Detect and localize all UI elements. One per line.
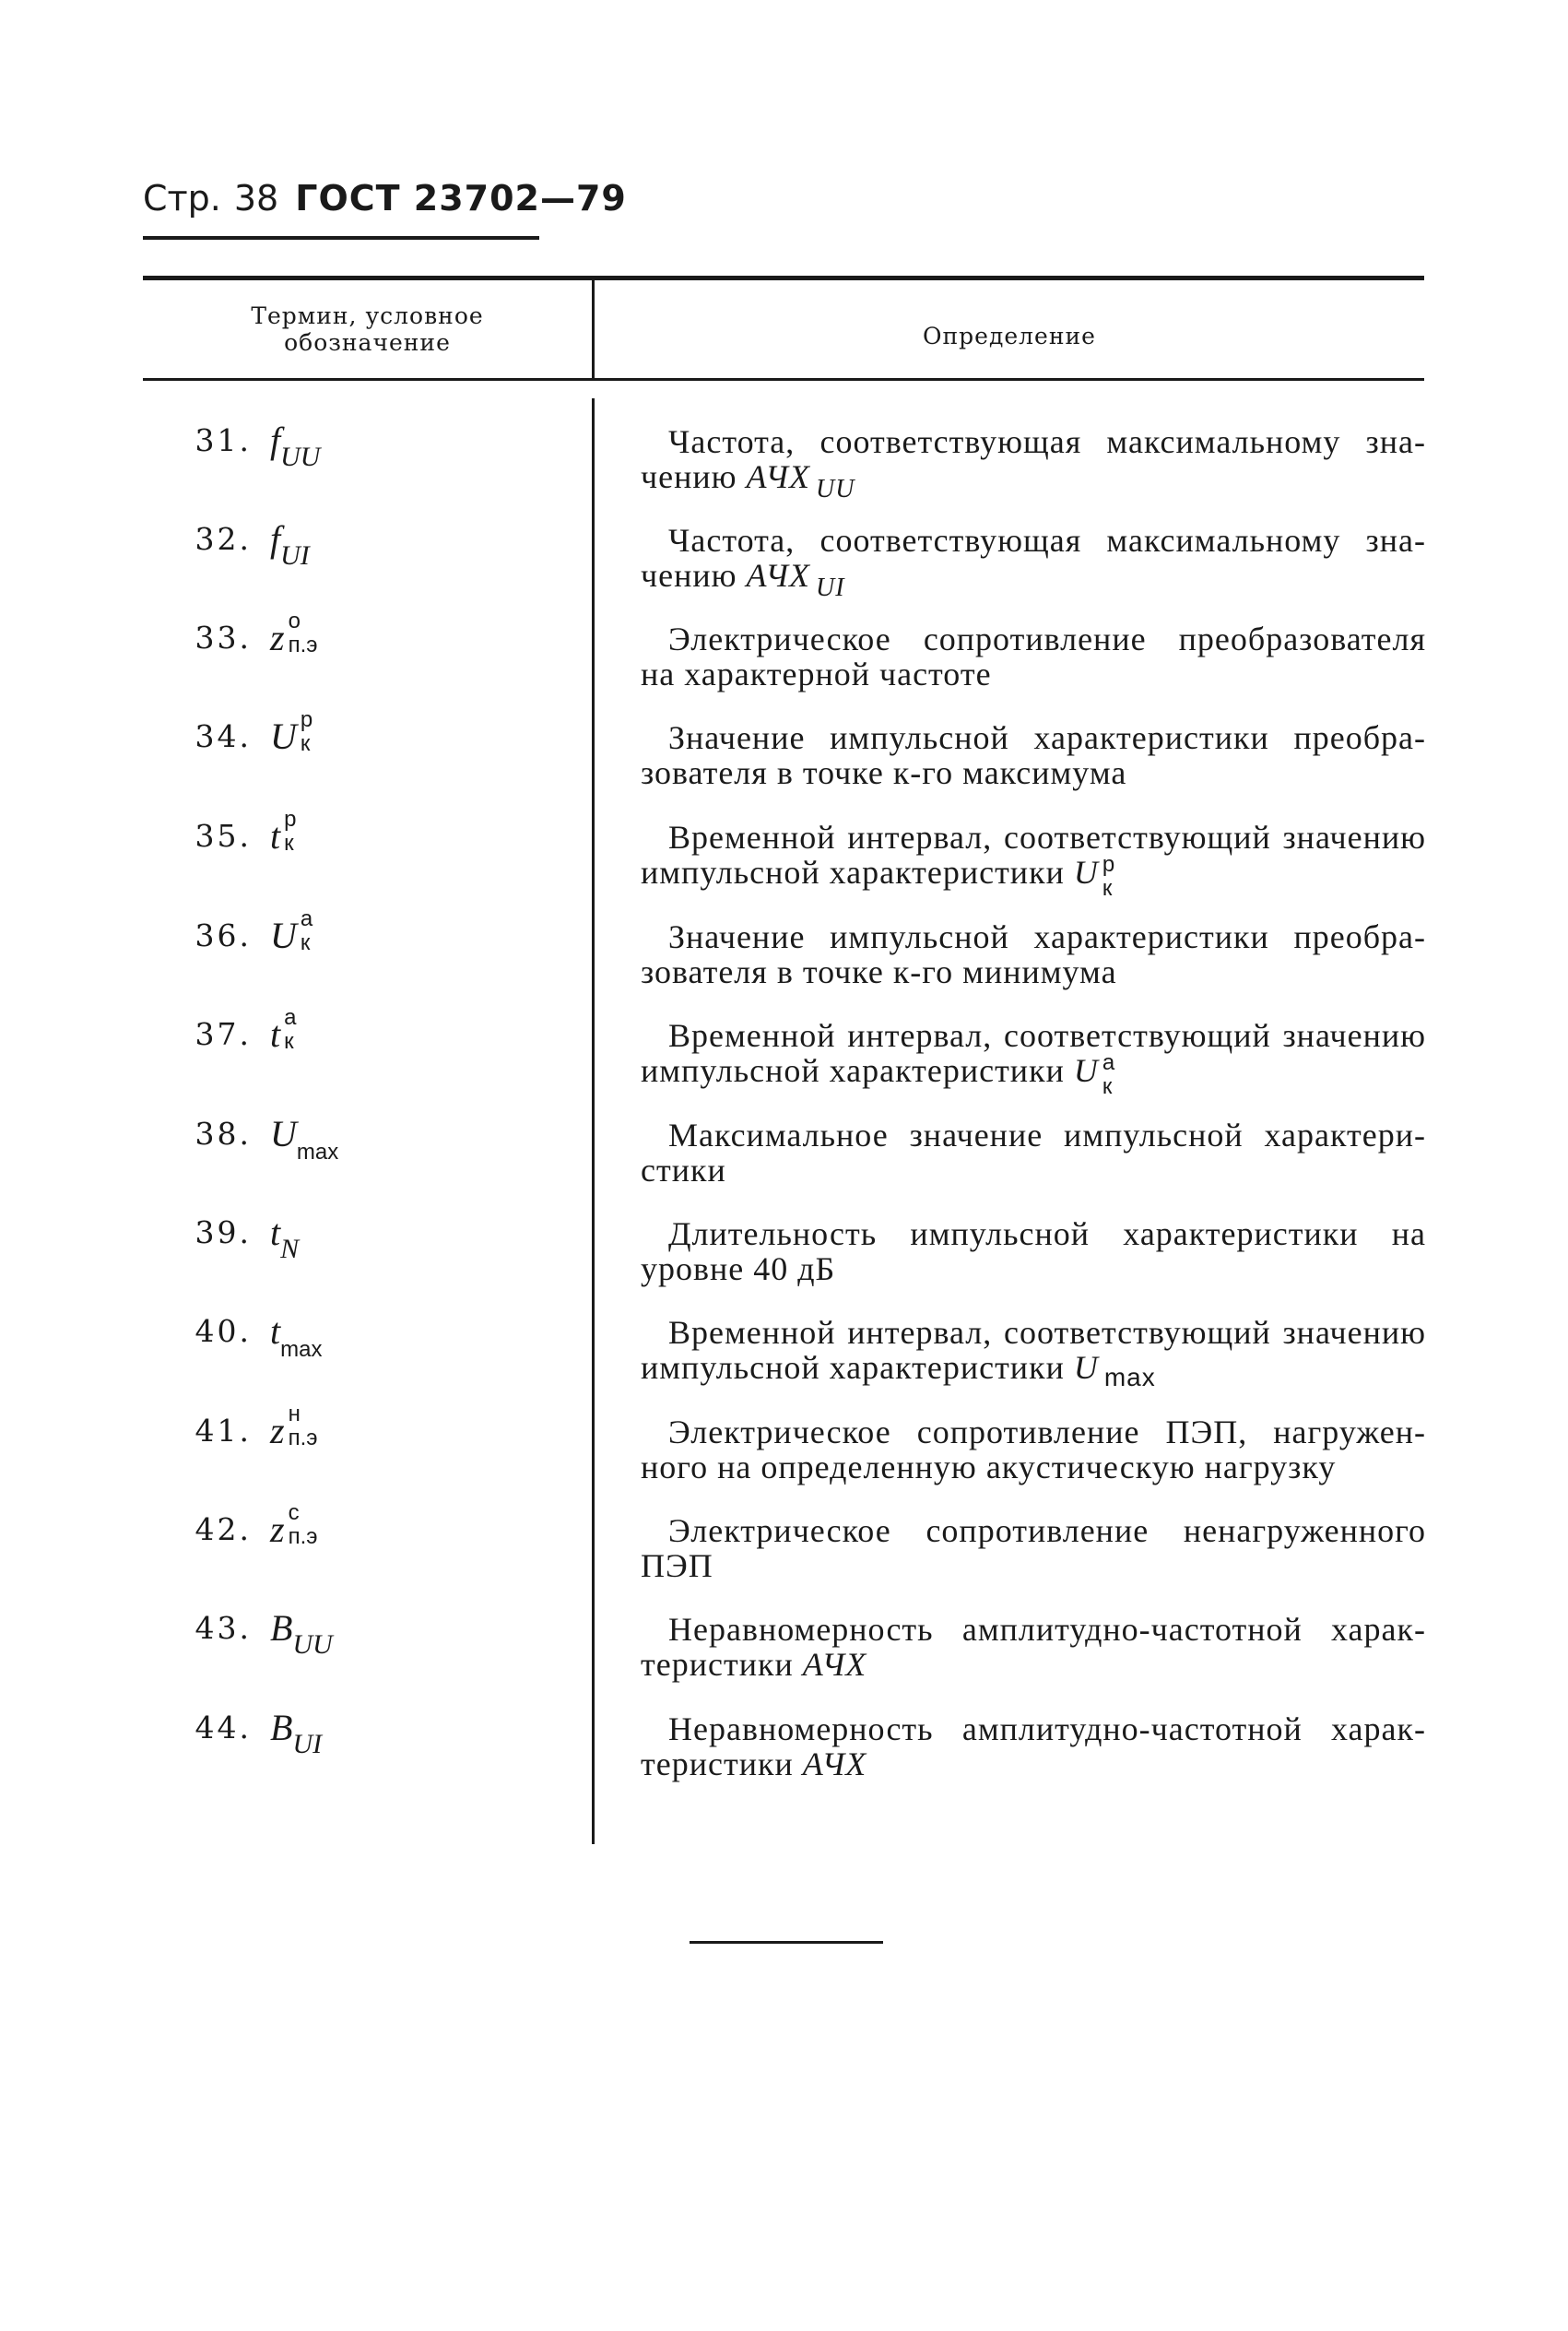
definition-math-subscript: UU bbox=[816, 475, 855, 503]
symbol-subscript: UI bbox=[280, 540, 310, 571]
definition-line2 bbox=[641, 1050, 1426, 1099]
definition-line2 bbox=[641, 557, 1426, 602]
definition-math: U bbox=[1073, 854, 1099, 891]
term-number: 39. bbox=[195, 1214, 252, 1250]
symbol-subscript: max bbox=[296, 1140, 339, 1165]
column-header-definition-text: Определение bbox=[923, 323, 1096, 349]
term-symbol bbox=[270, 707, 343, 757]
term-definition bbox=[641, 819, 1426, 901]
definition-line2-text: чению bbox=[641, 557, 737, 594]
term-symbol bbox=[270, 1005, 326, 1055]
symbol-superscript: o bbox=[288, 609, 301, 633]
definition-math: АЧХ bbox=[746, 557, 811, 594]
term-definition bbox=[641, 1017, 1426, 1099]
symbol-subscript: к bbox=[284, 831, 294, 856]
term-definition bbox=[641, 1118, 1426, 1188]
table-row bbox=[143, 1603, 1424, 1691]
table-row bbox=[143, 1500, 1426, 1592]
term-number: 41. bbox=[195, 1413, 252, 1449]
definition-line1: Электрическое сопротивление ПЭП, нагружен- bbox=[668, 1414, 1426, 1450]
definition-math-superscript: a bbox=[1102, 1050, 1116, 1075]
symbol-superscript: н bbox=[288, 1402, 301, 1426]
page-header bbox=[143, 178, 627, 219]
term-symbol bbox=[270, 518, 310, 571]
term-number: 31. bbox=[195, 422, 252, 458]
definition-line2-text: зователя в точке к-го минимума bbox=[641, 953, 1117, 990]
definition-math-subscript: к bbox=[1102, 1074, 1114, 1099]
term-symbol bbox=[270, 1402, 331, 1451]
symbol-subscript: п.э bbox=[288, 1426, 318, 1450]
term-definition bbox=[641, 1513, 1426, 1583]
definition-line1: Неравномерность амплитудно-частотной харак- bbox=[668, 1611, 1426, 1648]
end-rule bbox=[690, 1941, 883, 1944]
symbol-base: t bbox=[270, 815, 281, 857]
term-symbol bbox=[270, 1113, 339, 1165]
table-row bbox=[143, 1207, 1424, 1296]
definition-math-subscript: max bbox=[1103, 1363, 1156, 1391]
definition-line2 bbox=[641, 1449, 1426, 1485]
definition-line2-text: стики bbox=[641, 1152, 726, 1189]
definition-line2-text: импульсной характеристики bbox=[641, 1052, 1065, 1089]
definition-line2 bbox=[641, 1153, 1426, 1188]
table-row bbox=[143, 1005, 1426, 1099]
term-definition bbox=[641, 1314, 1426, 1391]
column-header-term bbox=[143, 302, 592, 356]
definition-line2 bbox=[641, 1746, 1426, 1781]
definition-line2 bbox=[641, 1349, 1426, 1391]
symbol-indices bbox=[285, 609, 331, 657]
term-number: 33. bbox=[195, 620, 252, 656]
symbol-subscript: к bbox=[300, 930, 311, 955]
symbol-base: t bbox=[270, 1310, 281, 1352]
definition-line2 bbox=[641, 458, 1426, 503]
standard-code: ГОСТ 23702—79 bbox=[295, 178, 627, 219]
header-underline bbox=[143, 236, 539, 240]
definition-line2 bbox=[641, 852, 1426, 901]
definition-math-superscript: p bbox=[1102, 852, 1116, 877]
term-number: 37. bbox=[195, 1016, 252, 1052]
table-row bbox=[143, 906, 1426, 999]
definition-line1: Максимальное значение импульсной характери- bbox=[668, 1117, 1426, 1154]
table-row bbox=[143, 609, 1426, 701]
term-symbol bbox=[270, 807, 326, 857]
symbol-base: U bbox=[270, 716, 297, 757]
definition-line2 bbox=[641, 1251, 1426, 1286]
definition-line2 bbox=[641, 755, 1426, 790]
term-definition bbox=[641, 1216, 1426, 1286]
definition-line1: Электрическое сопротивление преобразователя bbox=[668, 621, 1426, 657]
symbol-base: f bbox=[270, 420, 281, 461]
term-definition bbox=[641, 720, 1426, 790]
symbol-base: U bbox=[270, 1113, 297, 1154]
symbol-subscript: UI bbox=[292, 1729, 323, 1759]
term-symbol bbox=[270, 906, 343, 956]
term-number: 43. bbox=[195, 1610, 252, 1646]
definition-line1: Значение импульсной характеристики преобра- bbox=[668, 719, 1426, 756]
symbol-base: U bbox=[270, 915, 297, 956]
term-symbol bbox=[270, 420, 321, 472]
symbol-base: t bbox=[270, 1013, 281, 1055]
symbol-subscript: п.э bbox=[288, 1524, 318, 1549]
term-symbol bbox=[270, 1500, 331, 1550]
definition-line1: Временной интервал, соответствующий значению bbox=[668, 819, 1426, 856]
term-number: 40. bbox=[195, 1313, 252, 1349]
term-definition bbox=[641, 919, 1426, 989]
symbol-superscript: a bbox=[300, 906, 313, 931]
symbol-subscript: UU bbox=[280, 442, 321, 472]
symbol-subscript: п.э bbox=[288, 633, 318, 657]
term-definition bbox=[641, 522, 1426, 602]
symbol-subscript: UU bbox=[292, 1629, 333, 1660]
table-row bbox=[143, 514, 1424, 602]
symbol-base: z bbox=[270, 617, 285, 658]
definition-line1: Неравномерность амплитудно-частотной харак- bbox=[668, 1710, 1426, 1747]
symbol-indices bbox=[285, 1500, 331, 1549]
definition-line1: Частота, соответствующая максимальному зна- bbox=[668, 522, 1426, 559]
table-head-rule bbox=[143, 378, 1424, 381]
definition-line2-text: теристики bbox=[641, 1745, 794, 1782]
symbol-indices bbox=[280, 807, 326, 856]
term-symbol bbox=[270, 1310, 323, 1362]
table-row bbox=[143, 707, 1426, 799]
symbol-subscript: N bbox=[280, 1234, 300, 1264]
definition-line2-text: импульсной характеристики bbox=[641, 854, 1065, 891]
term-symbol bbox=[270, 609, 331, 658]
column-header-term-line1: Термин, условное bbox=[251, 302, 484, 329]
definition-line2-text: чению bbox=[641, 458, 737, 495]
symbol-base: B bbox=[270, 1707, 293, 1748]
symbol-indices bbox=[285, 1402, 331, 1450]
definition-line2-text: импульсной характеристики bbox=[641, 1349, 1065, 1386]
definition-line1: Частота, соответствующая максимальному зна- bbox=[668, 423, 1426, 460]
term-number: 35. bbox=[195, 818, 252, 854]
symbol-indices bbox=[297, 707, 343, 756]
term-definition bbox=[641, 1612, 1426, 1682]
definition-line2-text: ного на определенную акустическую нагрузку bbox=[641, 1449, 1337, 1485]
table-row bbox=[143, 1306, 1424, 1394]
symbol-superscript: p bbox=[284, 807, 297, 832]
term-number: 36. bbox=[195, 917, 252, 953]
definition-line1: Значение импульсной характеристики преобра- bbox=[668, 918, 1426, 955]
definition-math: U bbox=[1073, 1349, 1099, 1386]
term-number: 32. bbox=[195, 521, 252, 557]
definition-math-indices bbox=[1099, 852, 1126, 901]
table-row bbox=[143, 1702, 1424, 1791]
symbol-superscript: с bbox=[288, 1500, 300, 1525]
term-definition bbox=[641, 1414, 1426, 1485]
term-symbol bbox=[270, 1212, 300, 1264]
definition-math-indices bbox=[1099, 1050, 1126, 1099]
definition-line2-text: на характерной частоте bbox=[641, 656, 992, 692]
symbol-base: z bbox=[270, 1509, 285, 1550]
page-label: Стр. bbox=[143, 178, 221, 219]
definition-line2-text: ПЭП bbox=[641, 1547, 713, 1584]
symbol-base: t bbox=[270, 1212, 281, 1253]
symbol-indices bbox=[297, 906, 343, 955]
definition-line2 bbox=[641, 657, 1426, 692]
definition-line1: Временной интервал, соответствующий значению bbox=[668, 1314, 1426, 1351]
symbol-base: B bbox=[270, 1607, 293, 1649]
definition-line1: Длительность импульсной характеристики на bbox=[668, 1215, 1426, 1252]
definition-line1: Электрическое сопротивление ненагруженного bbox=[668, 1512, 1426, 1549]
table-row bbox=[143, 415, 1424, 503]
symbol-superscript: p bbox=[300, 707, 313, 732]
term-number: 38. bbox=[195, 1116, 252, 1152]
term-symbol bbox=[270, 1607, 333, 1660]
symbol-subscript: max bbox=[280, 1337, 323, 1362]
definition-line2-text: зователя в точке к-го максимума bbox=[641, 754, 1127, 791]
table-row bbox=[143, 807, 1426, 901]
symbol-base: f bbox=[270, 518, 281, 560]
definition-line1: Временной интервал, соответствующий значению bbox=[668, 1017, 1426, 1054]
term-definition bbox=[641, 423, 1426, 503]
definition-math-subscript: UI bbox=[816, 574, 845, 602]
term-definition bbox=[641, 621, 1426, 692]
table-top-rule bbox=[143, 276, 1424, 280]
term-number: 44. bbox=[195, 1710, 252, 1745]
definition-math-subscript: к bbox=[1102, 876, 1114, 901]
definition-math: АЧХ bbox=[802, 1646, 867, 1683]
definition-line2 bbox=[641, 1548, 1426, 1583]
term-number: 34. bbox=[195, 718, 252, 754]
definition-line2 bbox=[641, 1647, 1426, 1682]
symbol-subscript: к bbox=[300, 731, 311, 756]
column-header-term-line2: обозначение bbox=[284, 329, 451, 356]
page-number: 38 bbox=[233, 178, 279, 219]
symbol-subscript: к bbox=[284, 1029, 294, 1054]
symbol-indices bbox=[280, 1005, 326, 1054]
term-symbol bbox=[270, 1707, 323, 1759]
table-row bbox=[143, 1402, 1426, 1494]
definition-line2 bbox=[641, 954, 1426, 989]
definition-math: АЧХ bbox=[802, 1745, 867, 1782]
definition-math: U bbox=[1073, 1052, 1099, 1089]
definition-line2-text: уровне 40 дБ bbox=[641, 1250, 836, 1287]
symbol-superscript: a bbox=[284, 1005, 297, 1030]
term-definition bbox=[641, 1711, 1426, 1781]
table-row bbox=[143, 1108, 1424, 1197]
definition-line2-text: теристики bbox=[641, 1646, 794, 1683]
definition-math: АЧХ bbox=[746, 458, 811, 495]
term-number: 42. bbox=[195, 1511, 252, 1547]
column-header-definition bbox=[595, 323, 1424, 349]
symbol-base: z bbox=[270, 1410, 285, 1451]
